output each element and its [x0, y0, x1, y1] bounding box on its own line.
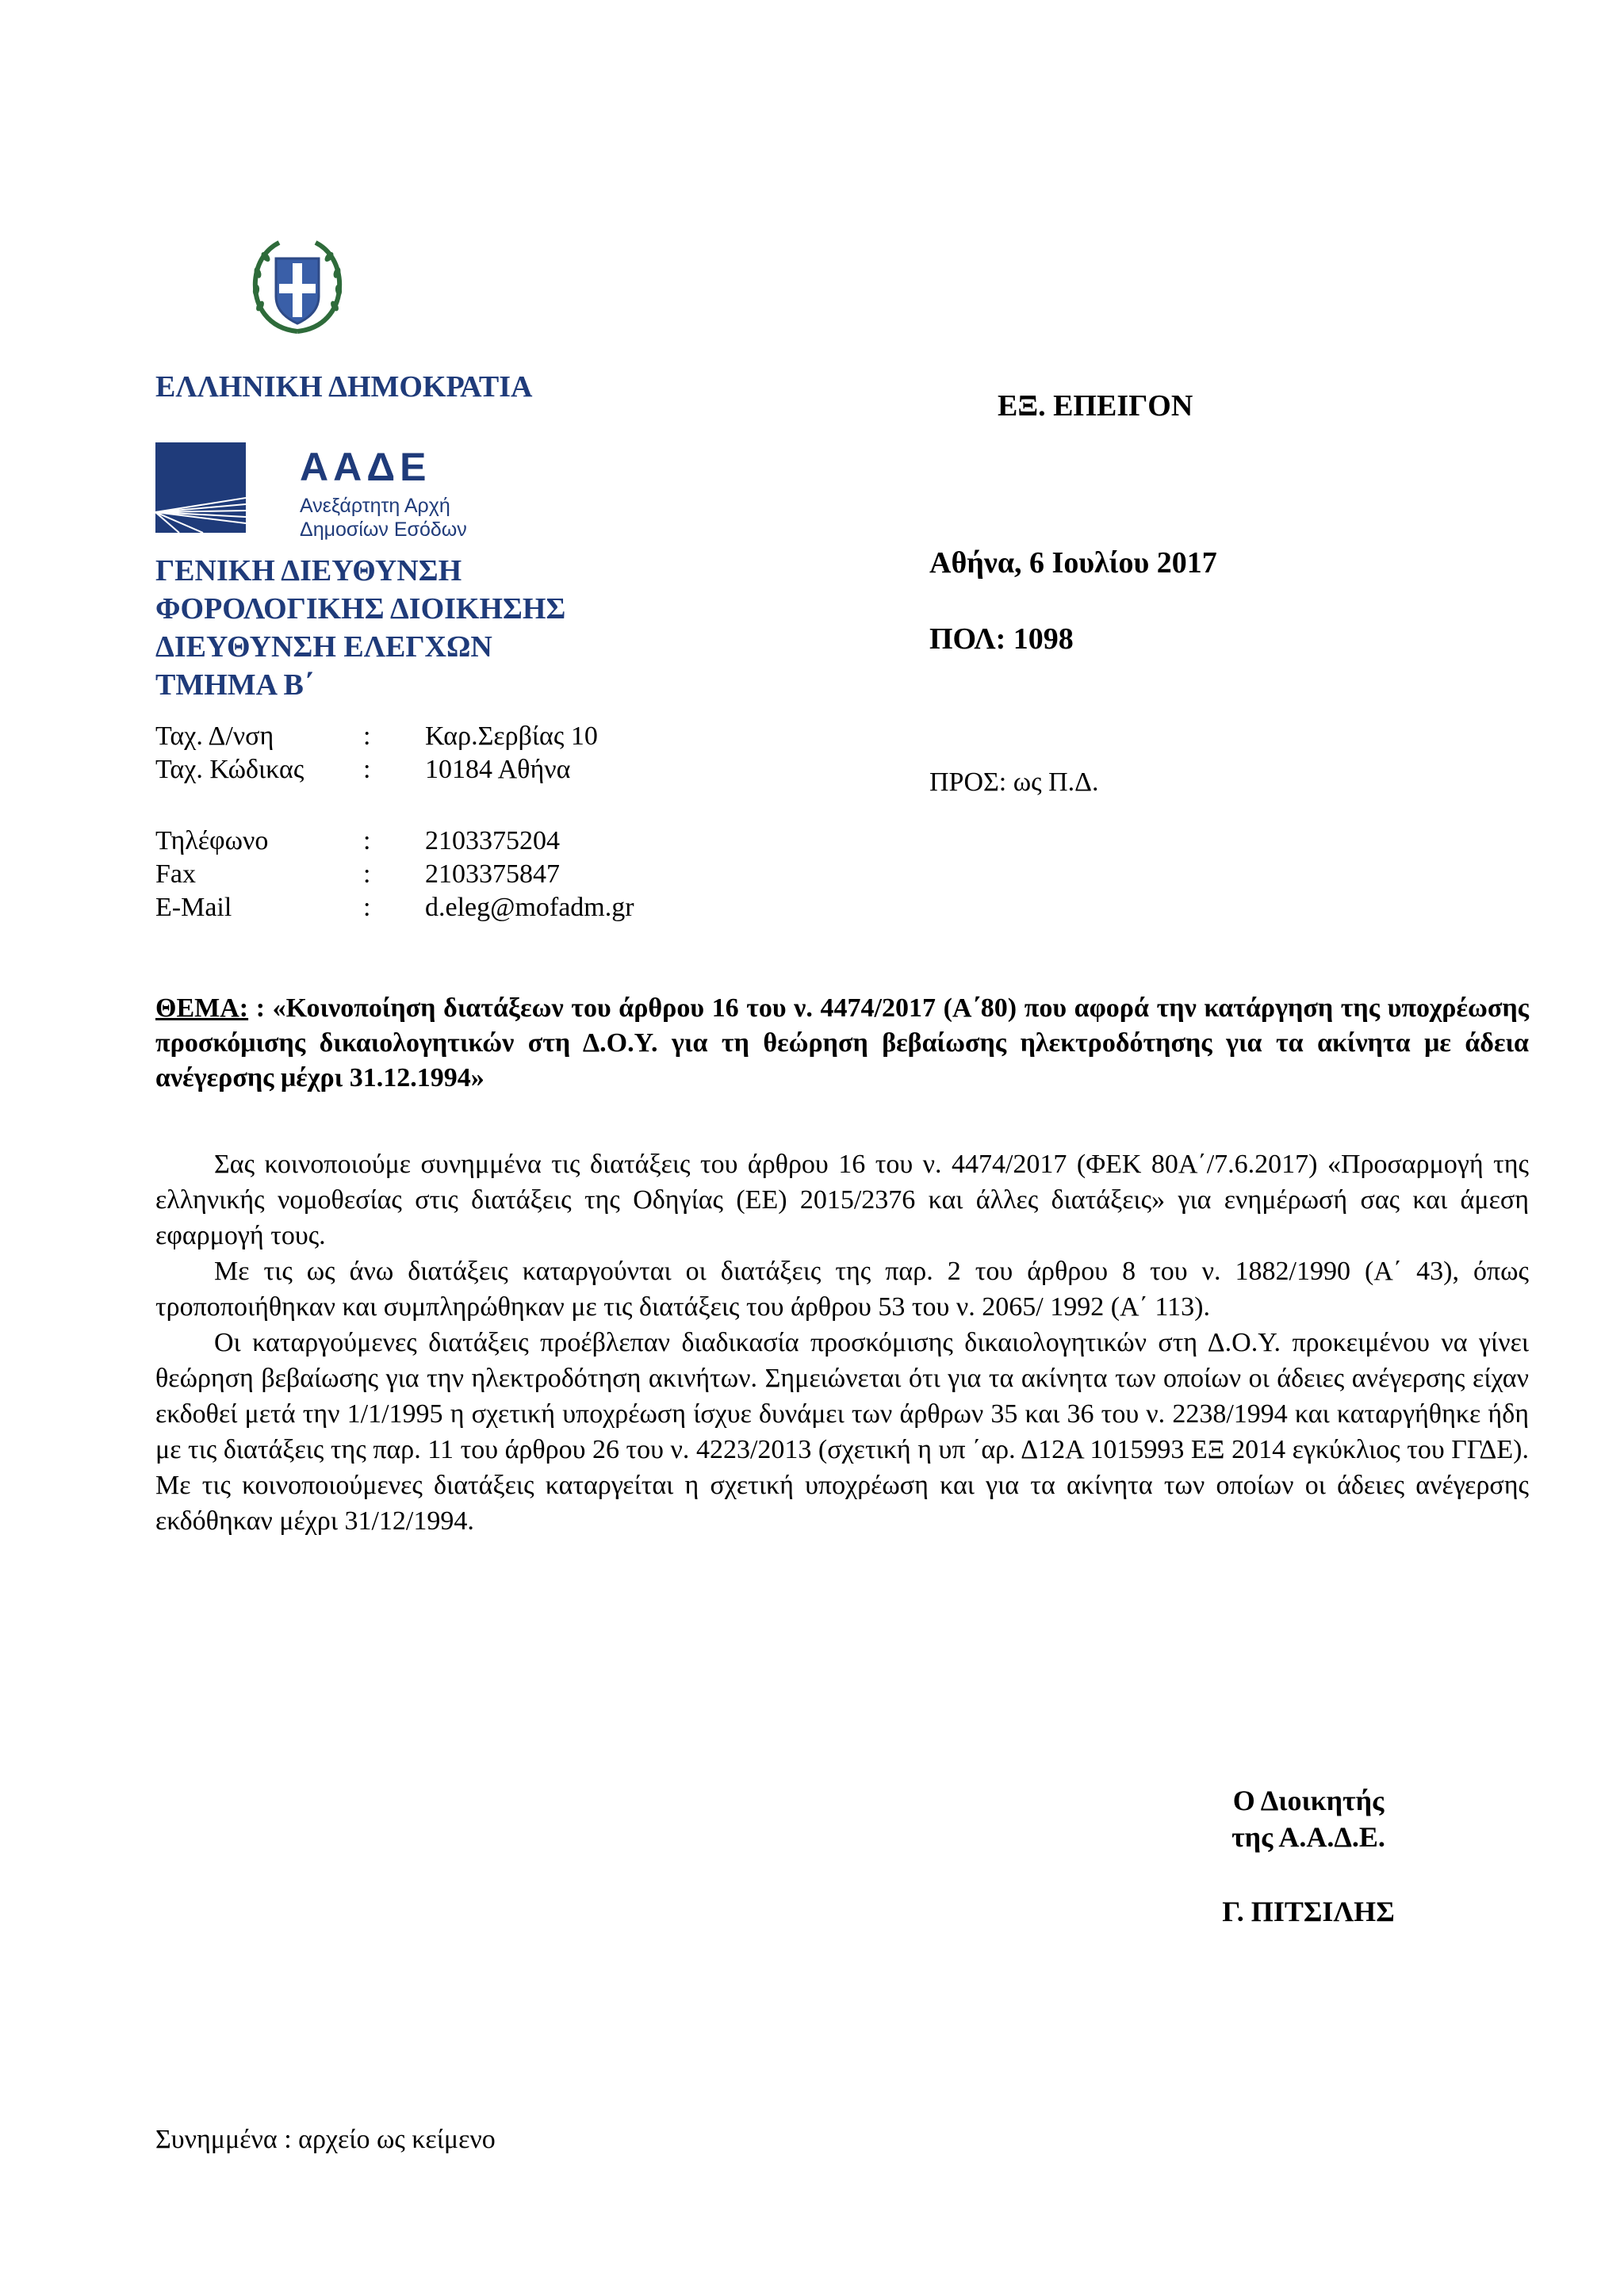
postal-code-separator: : [363, 755, 371, 784]
postal-code-value: 10184 Αθήνα [425, 755, 571, 784]
subject-label: ΘΕΜΑ: [155, 993, 249, 1023]
aade-logo-name: ΑΑΔΕ [300, 445, 431, 489]
subject [155, 991, 1529, 1096]
signatory-organization: της Α.Α.Δ.Ε. [1231, 1821, 1385, 1853]
department-block [155, 552, 565, 704]
department-line: ΤΜΗΜΑ Β΄ [155, 668, 314, 702]
phone-value: 2103375204 [425, 826, 560, 855]
signatory-name: Γ. ΠΙΤΣΙΛΗΣ [1222, 1896, 1395, 1927]
email-label: E-Mail [155, 893, 232, 922]
postal-code-label: Ταχ. Κώδικας [155, 755, 304, 784]
department-line: ΔΙΕΥΘΥΝΣΗ ΕΛΕΓΧΩΝ [155, 630, 492, 664]
fax-label: Fax [155, 859, 196, 889]
recipient: ΠΡΟΣ: ως Π.Δ. [929, 767, 1099, 797]
phone-separator: : [363, 826, 371, 855]
address-value: Καρ.Σερβίας 10 [425, 721, 598, 751]
letter-body [155, 1146, 1529, 1539]
subject-text: : «Κοινοποίηση διατάξεων του άρθρου 16 του ν. 4474/2017 (Α΄80) που αφορά την κατάργηση της υποχρέωσης προσκόμισης δικαιολογητικών στη Δ.Ο.Υ. για τη θεώρηση βεβαίωσης ηλεκτροδότησης για τα ακίνητα με άδεια ανέγερσης μέχρι 31.12.1994» [155, 993, 1529, 1093]
aade-logo-subtitle-1: Ανεξάρτητη Αρχή [300, 495, 450, 517]
address-label: Ταχ. Δ/νση [155, 721, 274, 751]
aade-logo-subtitle-2: Δημοσίων Εσόδων [300, 519, 467, 541]
body-paragraph: Με τις ως άνω διατάξεις καταργούνται οι διατάξεις της παρ. 2 του άρθρου 8 του ν. 1882/1990 (Α΄ 43), όπως τροποποιήθηκαν και συμπληρώθηκαν με τις διατάξεις του άρθρου 53 του ν. 2065/ 1992 (Α΄ 113). [155, 1257, 1529, 1322]
greek-coat-of-arms-icon [244, 235, 350, 341]
reference-number: ΠΟΛ: 1098 [929, 622, 1074, 656]
department-line: ΦΟΡΟΛΟΓΙΚΗΣ ΔΙΟΙΚΗΣΗΣ [155, 592, 566, 626]
email-separator: : [363, 893, 371, 922]
body-paragraph: Οι καταργούμενες διατάξεις προέβλεπαν διαδικασία προσκόμισης δικαιολογητικών στη Δ.Ο.Υ. προκειμένου να γίνει θεώρηση βεβαίωσης για την ηλεκτροδότηση ακινήτων. Σημειώνεται ότι για τα ακίνητα των οποίων οι άδειες ανέγερσης είχαν εκδοθεί μετά την 1/1/1995 η σχετική υποχρέωση ίσχυε δυνάμει των άρθρων 35 και 36 του ν. 2238/1994 και καταργήθηκε ήδη με τις διατάξεις της παρ. 11 του άρθρου 26 του ν. 4223/2013 (σχετική η υπ ΄αρ. Δ12Α 1015993 ΕΞ 2014 εγκύκλιος του ΓΓΔΕ). Με τις κοινοποιούμενες διατάξεις καταργείται η σχετική υποχρέωση και για τα ακίνητα των οποίων οι άδειες ανέγερσης εκδόθηκαν μέχρι 31/12/1994. [155, 1328, 1529, 1536]
document-date: Αθήνα, 6 Ιουλίου 2017 [929, 546, 1217, 580]
aade-logo-icon [155, 442, 246, 533]
email-value: d.eleg@mofadm.gr [425, 893, 634, 922]
fax-value: 2103375847 [425, 859, 560, 889]
signature-block [1189, 1782, 1427, 1930]
signatory-title: Ο Διοικητής [1232, 1785, 1385, 1816]
body-paragraph: Σας κοινοποιούμε συνημμένα τις διατάξεις του άρθρου 16 του ν. 4474/2017 (ΦΕΚ 80Α΄/7.6.2017) «Προσαρμογή της ελληνικής νομοθεσίας στις διατάξεις της Οδηγίας (ΕΕ) 2015/2376 και άλλες διατάξεις» για ενημέρωσή σας και άμεση εφαρμογή τους. [155, 1150, 1529, 1250]
address-separator: : [363, 721, 371, 751]
department-line: ΓΕΝΙΚΗ ΔΙΕΥΘΥΝΣΗ [155, 554, 462, 587]
fax-separator: : [363, 859, 371, 889]
republic-heading: ΕΛΛΗΝΙΚΗ ΔΗΜΟΚΡΑΤΙΑ [155, 370, 533, 404]
phone-label: Τηλέφωνο [155, 826, 269, 855]
aade-logo [155, 442, 520, 541]
attachments-note: Συνημμένα : αρχείο ως κείμενο [155, 2125, 496, 2154]
urgency-label: ΕΞ. ΕΠΕΙΓΟΝ [998, 389, 1193, 423]
